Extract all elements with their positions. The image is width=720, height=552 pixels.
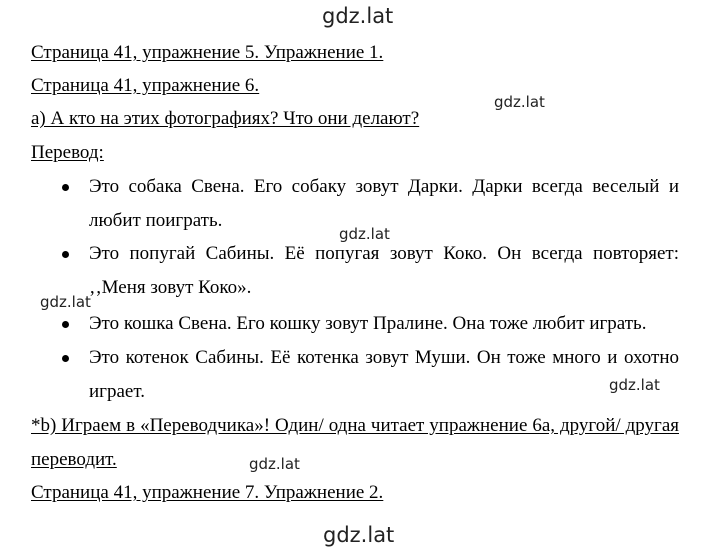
translation-label: Перевод:: [31, 142, 104, 163]
watermark-right-2: gdz.lat: [609, 376, 660, 394]
list-item-4: Это котенок Сабины. Её котенка зовут Муши. Он тоже много и охотно играет.: [89, 347, 679, 402]
watermark-right-1: gdz.lat: [494, 93, 545, 111]
bullet-4: [62, 355, 69, 362]
heading-exercise-5: Страница 41, упражнение 5. Упражнение 1.: [31, 42, 384, 63]
heading-exercise-7: Страница 41, упражнение 7. Упражнение 2.: [31, 482, 384, 503]
watermark-lower: gdz.lat: [249, 455, 300, 473]
watermark-top: gdz.lat: [322, 4, 394, 28]
list-item-2: Это попугай Сабины. Её попугая зовут Коко. Он всегда повторяет: ‚‚Меня зовут Коко».: [89, 243, 679, 298]
bullet-1: [62, 184, 69, 191]
list-item-1: Это собака Свена. Его собаку зовут Дарки. Дарки всегда веселый и любит поиграть.: [89, 176, 679, 231]
question-a: а) А кто на этих фотографиях? Что они делают?: [31, 108, 420, 129]
bullet-2: [62, 251, 69, 258]
list-item-3: Это кошка Свена. Его кошку зовут Пралине. Она тоже любит играть.: [89, 313, 647, 334]
watermark-bottom: gdz.lat: [323, 523, 395, 547]
bullet-3: [62, 321, 69, 328]
heading-exercise-6: Страница 41, упражнение 6.: [31, 75, 260, 96]
watermark-left: gdz.lat: [40, 293, 91, 311]
watermark-center: gdz.lat: [339, 225, 390, 243]
question-b: *b) Играем в «Переводчика»! Один/ одна читает упражнение 6а, другой/ другая переводит.: [31, 415, 679, 470]
